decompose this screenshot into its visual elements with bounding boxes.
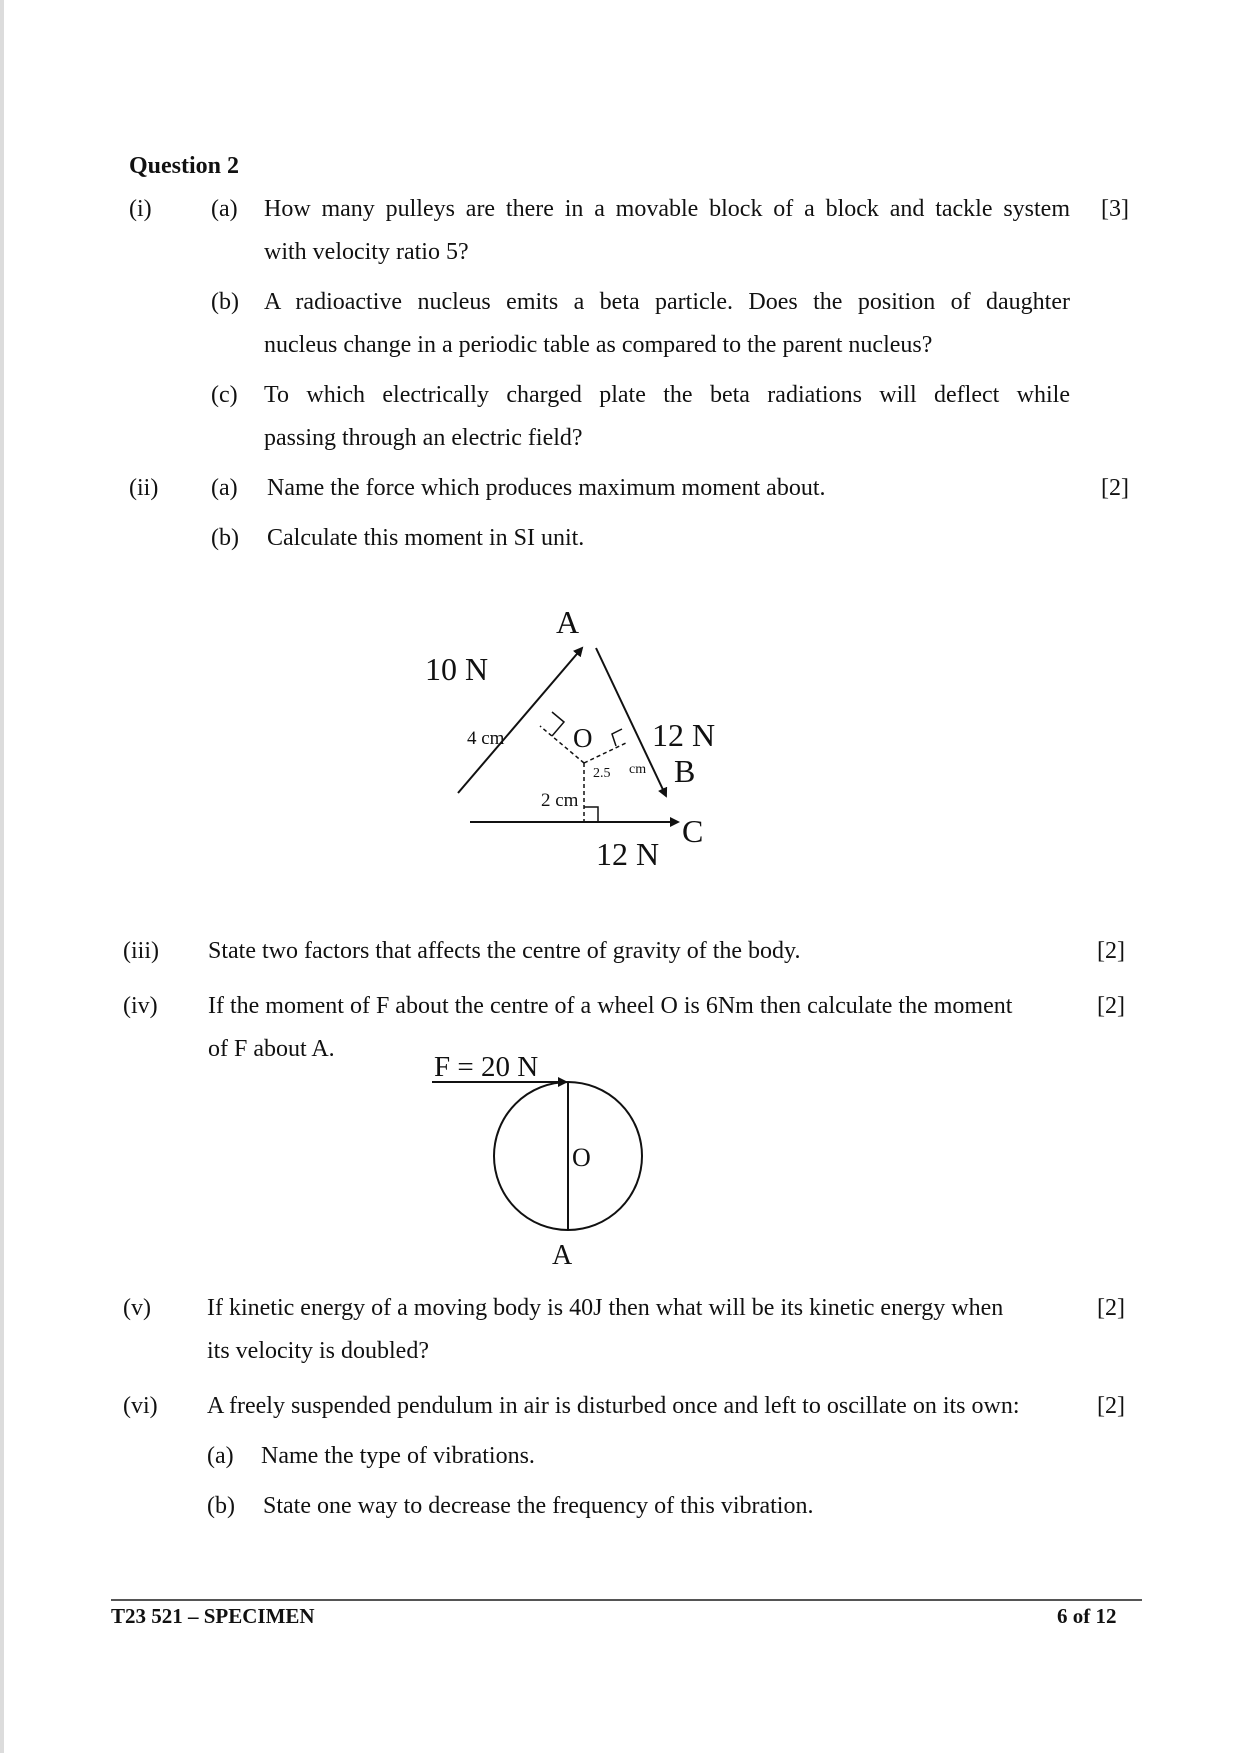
dist-label-a: 4 cm [467,728,505,749]
centre-label: O [572,1143,591,1172]
part-vi-number: (vi) [123,1393,158,1419]
dist-unit-b: cm [629,762,647,777]
part-i-c-line2: passing through an electric field? [264,425,583,451]
force-label-c: 12 N [596,836,660,872]
dist-label-c: 2 cm [541,790,579,811]
right-angle-a [552,712,564,736]
force-label-b: 12 N [652,717,716,753]
part-vi-a-text: Name the type of vibrations. [261,1443,535,1469]
part-v-line1: If kinetic energy of a moving body is 40J then what will be its kinetic energy when [207,1295,1004,1321]
part-iii-marks: [2] [1097,938,1125,964]
part-i-a-line2: with velocity ratio 5? [264,239,469,265]
part-i-marks: [3] [1101,196,1129,222]
footer-page-number: 6 of 12 [1057,1604,1117,1628]
part-i-number: (i) [129,196,152,222]
part-ii-a-label: (a) [211,475,238,501]
part-vi-a-label: (a) [207,1443,234,1469]
part-iv-line2: of F about A. [208,1036,335,1062]
part-ii-marks: [2] [1101,475,1129,501]
part-i-b-line2: nucleus change in a periodic table as compared to the parent nucleus? [264,332,933,358]
dist-label-b: 2.5 [593,766,611,781]
part-i-a-label: (a) [211,196,238,222]
force-label-a: 10 N [425,651,489,687]
part-v-number: (v) [123,1295,151,1321]
part-i-b-label: (b) [211,289,239,315]
footer-divider [111,1599,1142,1601]
label-b: B [674,753,696,789]
part-vi-b-label: (b) [207,1493,235,1519]
part-ii-b-label: (b) [211,525,239,551]
part-i-c-label: (c) [211,382,238,408]
moment-diagram [425,600,760,890]
force-f-label: F = 20 N [434,1051,539,1083]
part-iii-text: State two factors that affects the centre of gravity of the body. [208,938,801,964]
footer-code: T23 521 – SPECIMEN [111,1604,315,1628]
page-edge-shadow [0,0,4,1753]
right-angle-c [584,807,598,822]
part-iv-number: (iv) [123,993,158,1019]
part-ii-b-text: Calculate this moment in SI unit. [267,525,585,551]
part-iv-marks: [2] [1097,993,1125,1019]
part-iv-line1: If the moment of F about the centre of a wheel O is 6Nm then calculate the moment [208,993,1013,1019]
part-vi-b-text: State one way to decrease the frequency of this vibration. [263,1493,814,1519]
part-v-marks: [2] [1097,1295,1125,1321]
point-a-label: A [552,1240,573,1271]
part-i-a-line1: How many pulleys are there in a movable block of a block and tackle system [264,196,1070,222]
part-iii-number: (iii) [123,938,159,964]
part-vi-text: A freely suspended pendulum in air is disturbed once and left to oscillate on its own: [207,1393,1020,1419]
label-c: C [682,813,704,849]
part-ii-a-text: Name the force which produces maximum moment about. [267,475,826,501]
right-angle-b [612,729,622,746]
pivot-label: O [573,723,593,753]
question-title: Question 2 [129,153,240,179]
wheel-diagram [420,1040,660,1275]
part-i-b-line1: A radioactive nucleus emits a beta particle. Does the position of daughter [264,289,1070,315]
label-a: A [556,604,580,640]
part-ii-number: (ii) [129,475,159,501]
part-v-line2: its velocity is doubled? [207,1338,429,1364]
part-i-c-line1: To which electrically charged plate the beta radiations will deflect while [264,382,1070,408]
part-vi-marks: [2] [1097,1393,1125,1419]
